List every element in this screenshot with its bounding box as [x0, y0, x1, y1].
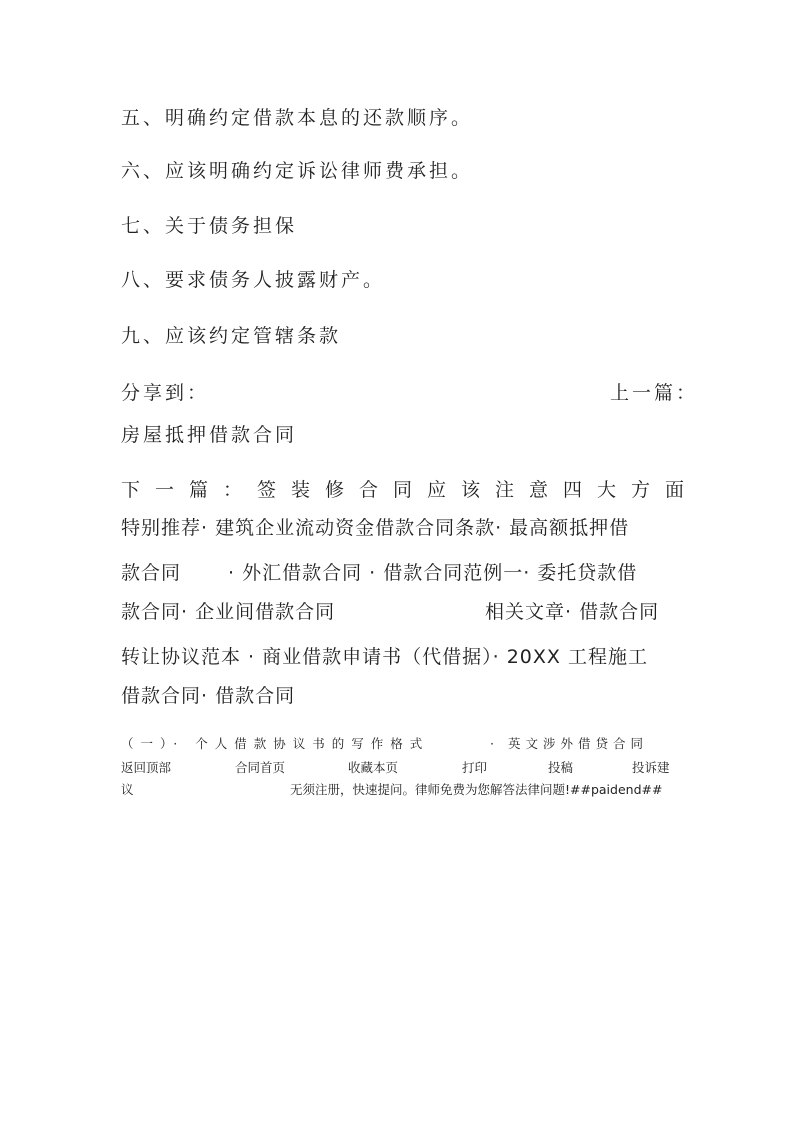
complaint-link-tail[interactable]: 议	[121, 782, 134, 797]
related-articles[interactable]: 相关文章· 借款合同	[485, 601, 660, 623]
bookmark-link[interactable]: 收藏本页	[348, 760, 399, 775]
point-6: 六、应该明确约定诉讼律师费承担。	[121, 160, 474, 182]
recommend-line-2a[interactable]: 款合同	[121, 562, 182, 584]
prev-article-link[interactable]: 房屋抵押借款合同	[121, 424, 298, 446]
share-label: 分享到：	[121, 382, 210, 404]
next-article-link[interactable]: 下一篇：签装修合同应该注意四大方面	[121, 479, 700, 501]
recommend-line-4[interactable]: 转让协议范本 · 商业借款申请书（代借据）· 20XX 工程施工	[121, 646, 648, 668]
contract-home-link[interactable]: 合同首页	[235, 760, 286, 775]
back-to-top-link[interactable]: 返回顶部	[121, 760, 172, 775]
complaint-link[interactable]: 投诉建	[632, 760, 670, 775]
footer-notice: 无须注册，快速提问。律师免费为您解答法律问题!##paidend##	[290, 782, 663, 797]
recommend-line-2b[interactable]: · 外汇借款合同 · 借款合同范例一· 委托贷款借	[228, 562, 638, 584]
small-link-1[interactable]: （一）· 个人借款协议书的写作格式	[121, 736, 430, 751]
point-5: 五、明确约定借款本息的还款顺序。	[121, 107, 474, 129]
print-link[interactable]: 打印	[462, 760, 488, 775]
recommend-line-5[interactable]: 借款合同· 借款合同	[121, 685, 296, 707]
small-link-2[interactable]: · 英文涉外借贷合同	[490, 736, 648, 751]
recommend-line-3a[interactable]: 款合同· 企业间借款合同	[121, 601, 336, 623]
recommend-line-1[interactable]: 特别推荐· 建筑企业流动资金借款合同条款· 最高额抵押借	[121, 517, 630, 539]
point-8: 八、要求债务人披露财产。	[121, 269, 386, 291]
point-7: 七、关于债务担保	[121, 215, 298, 237]
point-9: 九、应该约定管辖条款	[121, 325, 342, 347]
submit-link[interactable]: 投稿	[548, 760, 574, 775]
prev-label: 上一篇：	[610, 382, 699, 404]
